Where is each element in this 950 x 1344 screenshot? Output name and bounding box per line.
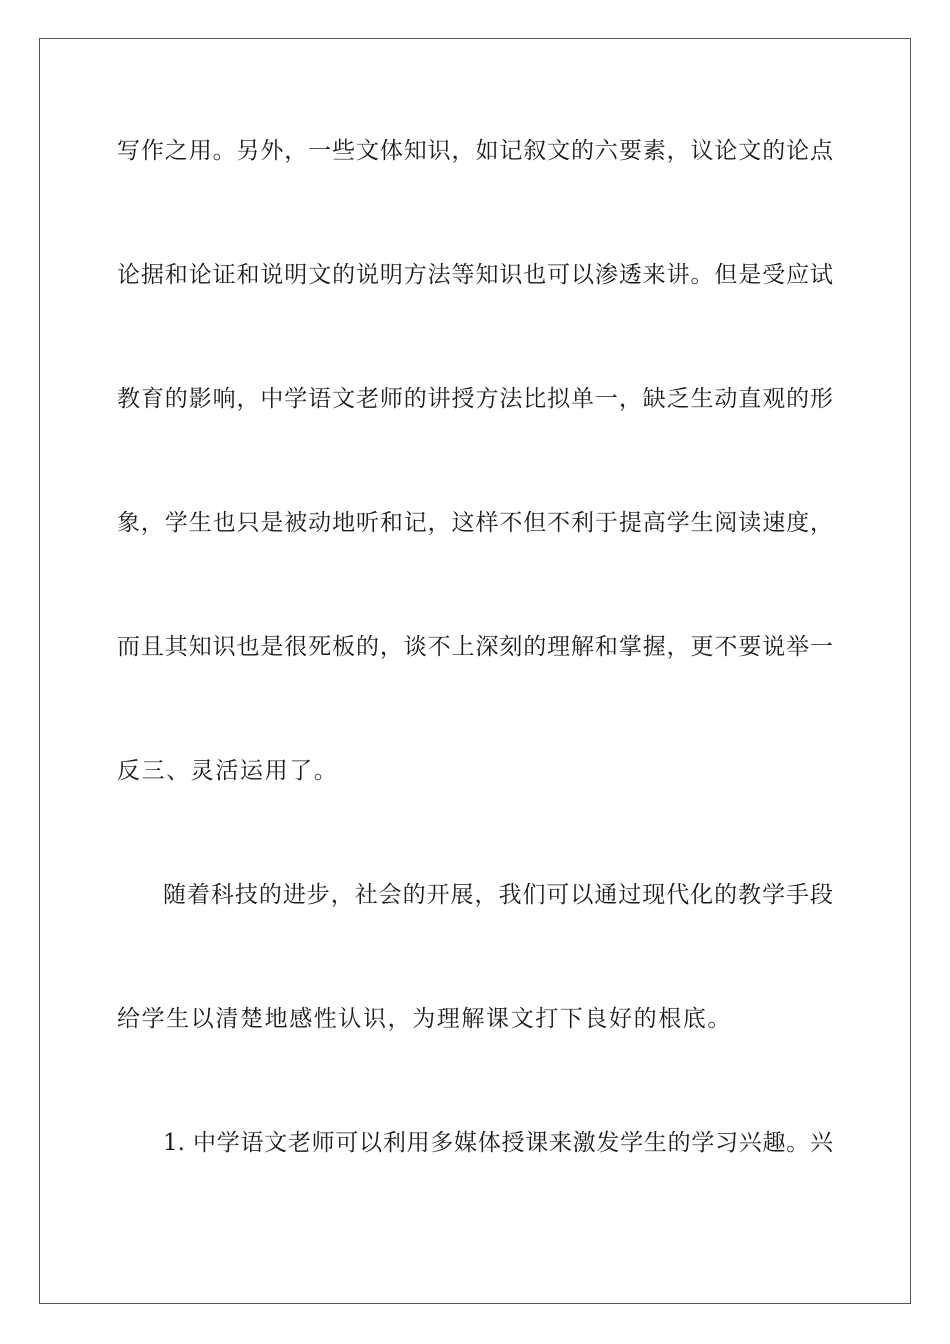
body-text-line-6: 反三、灵活运用了。	[117, 758, 339, 784]
body-text-line-1: 写作之用。另外，一些文体知识，如记叙文的六要素，议论文的论点	[117, 138, 833, 164]
paragraph-2-line-2: 给学生以清楚地感性认识，为理解课文打下良好的根底。	[117, 1006, 732, 1032]
list-item-1-line-1: 1. 中学语文老师可以利用多媒体授课来激发学生的学习兴趣。兴	[163, 1130, 833, 1156]
body-text-line-2: 论据和论证和说明文的说明方法等知识也可以渗透来讲。但是受应试	[117, 262, 833, 288]
paragraph-2-line-1: 随着科技的进步，社会的开展，我们可以通过现代化的教学手段	[163, 882, 833, 908]
body-text-line-5: 而且其知识也是很死板的，谈不上深刻的理解和掌握，更不要说举一	[117, 634, 833, 660]
body-text-line-3: 教育的影响，中学语文老师的讲授方法比拟单一，缺乏生动直观的形	[117, 386, 833, 412]
body-text-line-4: 象，学生也只是被动地听和记，这样不但不利于提高学生阅读速度，	[117, 510, 833, 536]
page-border	[39, 38, 911, 1304]
